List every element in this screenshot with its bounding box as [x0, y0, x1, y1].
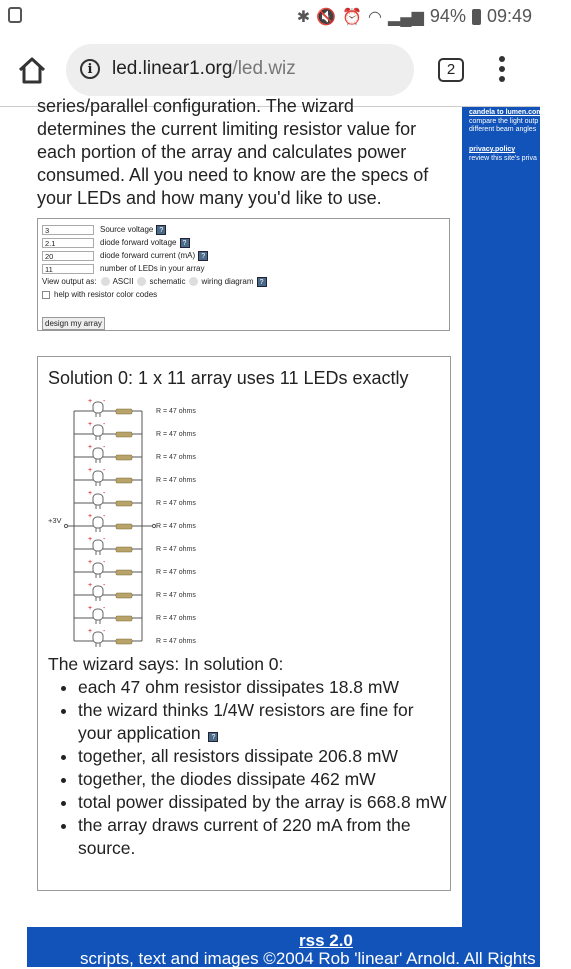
view-output-row — [42, 276, 267, 287]
resistor-label: R = 47 ohms — [156, 523, 196, 530]
led-minus-sign: - — [103, 536, 106, 543]
battery-icon — [472, 9, 481, 25]
forward-current-row — [42, 250, 208, 261]
rss-link[interactable]: rss 2.0 — [299, 931, 353, 950]
footer — [27, 927, 571, 968]
intro-paragraph — [37, 95, 457, 210]
info-icon[interactable]: i — [80, 59, 100, 79]
led-minus-sign: - — [103, 628, 106, 635]
intro-line: series/parallel configuration. The wizard — [37, 96, 354, 116]
led-minus-sign: - — [103, 605, 106, 612]
solution-box — [37, 356, 451, 891]
input-terminal — [64, 524, 67, 527]
resistor-label: R = 47 ohms — [156, 569, 196, 576]
wizard-heading: The wizard says: In solution 0: — [48, 654, 284, 674]
help-icon[interactable]: ? — [257, 277, 267, 287]
sidebar-link-desc: different beam angles — [469, 126, 537, 133]
home-icon[interactable] — [16, 54, 48, 86]
forward-voltage-input[interactable]: 2.1 — [42, 238, 94, 248]
sidebar-link-candela[interactable]: candela to lumen.com — [469, 109, 543, 116]
resistor-label: R = 47 ohms — [156, 638, 196, 645]
resistor-label: R = 47 ohms — [156, 615, 196, 622]
sidebar-link-desc: compare the light outp — [469, 118, 539, 125]
voltage-label: +3V — [48, 516, 62, 525]
led-symbol — [93, 609, 103, 620]
forward-voltage-label: diode forward voltage — [100, 238, 177, 247]
address-bar[interactable] — [66, 44, 414, 96]
view-output-label: View output as: — [42, 277, 97, 286]
resistor-label: R = 47 ohms — [156, 592, 196, 599]
led-minus-sign: - — [103, 490, 106, 497]
notification-icon — [8, 7, 22, 23]
led-count-input[interactable]: 11 — [42, 264, 94, 274]
led-symbol — [93, 448, 103, 459]
result-item: • the array draws current of 220 mA from the source. — [78, 814, 448, 860]
led-plus-sign: + — [88, 559, 93, 566]
status-icons — [297, 6, 532, 27]
wizard-form — [37, 218, 450, 331]
led-plus-sign: + — [88, 467, 93, 474]
intro-line: determines the current limiting resistor value for — [37, 119, 417, 139]
led-symbol — [93, 517, 103, 528]
resistor-label: R = 47 ohms — [156, 500, 196, 507]
battery-percent: 94% — [429, 6, 466, 26]
tab-switcher-button[interactable]: 2 — [438, 58, 464, 82]
option-label: wiring diagram — [201, 277, 254, 286]
help-icon[interactable]: ? — [180, 238, 190, 248]
option-label: schematic — [149, 277, 186, 286]
option-label: ASCII — [112, 277, 134, 286]
led-plus-sign: + — [88, 582, 93, 589]
led-minus-sign: - — [103, 467, 106, 474]
intro-line: your LEDs and how many you'd like to use. — [37, 188, 382, 208]
status-bar — [0, 0, 540, 34]
led-minus-sign: - — [103, 582, 106, 589]
color-codes-label: help with resistor color codes — [54, 290, 158, 299]
led-minus-sign: - — [103, 513, 106, 520]
led-minus-sign: - — [103, 444, 106, 451]
led-minus-sign: - — [103, 398, 106, 405]
led-count-label: number of LEDs in your array — [100, 264, 205, 273]
led-symbol — [93, 402, 103, 413]
forward-current-label: diode forward current (mA) — [100, 251, 196, 260]
wizard-results — [48, 653, 448, 860]
led-symbol — [93, 471, 103, 482]
led-count-row — [42, 263, 205, 274]
web-page — [0, 96, 571, 968]
resistor — [116, 455, 132, 460]
led-plus-sign: + — [88, 444, 93, 451]
mute-icon: 🔇 — [316, 8, 337, 26]
led-symbol — [93, 632, 103, 643]
intro-line: each portion of the array and calculates power — [37, 142, 407, 162]
result-item: • each 47 ohm resistor dissipates 18.8 mW — [78, 676, 448, 699]
color-codes-checkbox[interactable] — [42, 291, 50, 299]
result-item: • together, the diodes dissipate 462 mW — [78, 768, 448, 791]
resistor-label: R = 47 ohms — [156, 454, 196, 461]
resistor — [116, 478, 132, 483]
help-icon[interactable]: ? — [156, 225, 166, 235]
help-icon[interactable]: ? — [198, 251, 208, 261]
led-plus-sign: + — [88, 490, 93, 497]
resistor — [116, 593, 132, 598]
sidebar-link-privacy[interactable]: privacy.policy — [469, 146, 516, 153]
led-plus-sign: + — [88, 536, 93, 543]
signal-icon: ▂▄▆ — [387, 8, 424, 26]
resistor-label: R = 47 ohms — [156, 408, 196, 415]
resistor — [116, 616, 132, 621]
source-voltage-label: Source voltage — [100, 225, 154, 234]
radio-schematic[interactable] — [137, 277, 146, 286]
results-list — [48, 676, 448, 860]
intro-line: consumed. All you need to know are the specs of — [37, 165, 429, 185]
result-item — [78, 699, 448, 745]
radio-ascii[interactable] — [101, 277, 110, 286]
led-plus-sign: + — [88, 398, 93, 405]
resistor — [116, 501, 132, 506]
schematic-drawing — [48, 398, 196, 647]
resistor — [116, 524, 132, 529]
led-plus-sign: + — [88, 628, 93, 635]
resistor-label: R = 47 ohms — [156, 546, 196, 553]
resistor — [116, 570, 132, 575]
sidebar-link-desc: review this site's priva — [469, 155, 537, 162]
led-plus-sign: + — [88, 421, 93, 428]
led-plus-sign: + — [88, 513, 93, 520]
led-symbol — [93, 494, 103, 505]
resistor — [116, 432, 132, 437]
design-array-button[interactable]: design my array — [42, 317, 105, 330]
sidebar — [462, 107, 543, 927]
result-text: the wizard thinks 1/4W resistors are fine for your application — [78, 700, 414, 743]
result-item: • together, all resistors dissipate 206.8 mW — [78, 745, 448, 768]
source-voltage-input[interactable]: 3 — [42, 225, 94, 235]
led-symbol — [93, 540, 103, 551]
led-minus-sign: - — [103, 559, 106, 566]
url-text[interactable]: led.linear1.org/led.wiz — [112, 58, 296, 79]
solution-title: Solution 0: 1 x 11 array uses 11 LEDs exactly — [48, 368, 409, 388]
led-symbol — [93, 586, 103, 597]
bluetooth-icon: ✱ — [296, 8, 311, 26]
forward-current-input[interactable]: 20 — [42, 251, 94, 261]
resistor-label: R = 47 ohms — [156, 477, 196, 484]
source-voltage-row — [42, 224, 166, 235]
radio-wiring-diagram[interactable] — [189, 277, 198, 286]
array-schematic — [38, 393, 452, 655]
wifi-icon: ◠ — [368, 8, 382, 26]
resistor-label: R = 47 ohms — [156, 431, 196, 438]
help-icon[interactable]: ? — [208, 732, 218, 742]
copyright-text: scripts, text and images ©2004 Rob 'linear' Arnold. All Rights Res — [80, 949, 571, 968]
resistor — [116, 547, 132, 552]
led-symbol — [93, 563, 103, 574]
resistor — [116, 639, 132, 644]
led-plus-sign: + — [88, 605, 93, 612]
color-codes-row — [42, 289, 157, 300]
more-menu-icon[interactable] — [494, 56, 510, 86]
forward-voltage-row — [42, 237, 190, 248]
led-minus-sign: - — [103, 421, 106, 428]
resistor — [116, 409, 132, 414]
clock: 09:49 — [486, 6, 532, 26]
result-item: • total power dissipated by the array is 668.8 mW — [78, 791, 448, 814]
led-symbol — [93, 425, 103, 436]
alarm-icon: ⏰ — [342, 8, 362, 26]
